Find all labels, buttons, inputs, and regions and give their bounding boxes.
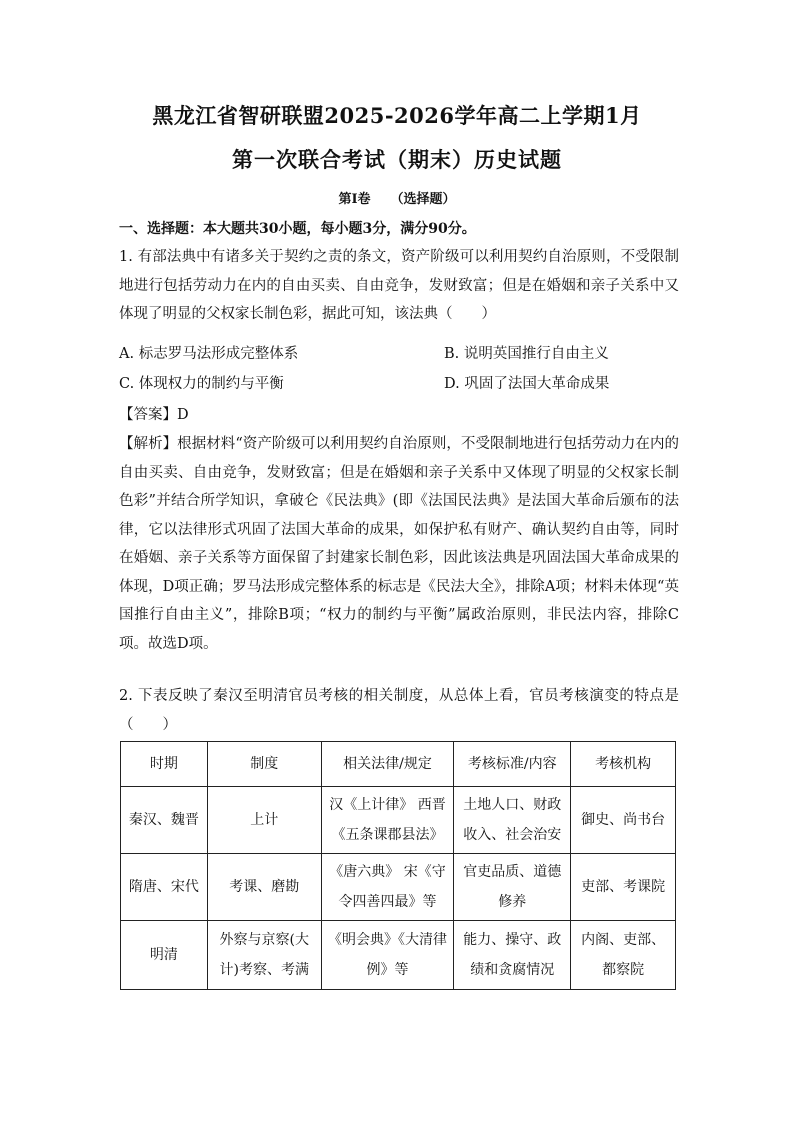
exam-title-line1: 黑龙江省智研联盟2025-2026学年高二上学期1月 bbox=[152, 103, 642, 128]
volume-label: 第I卷 bbox=[338, 192, 371, 207]
table-header-cell: 考核标准/内容 bbox=[454, 742, 571, 787]
volume-heading bbox=[0, 188, 794, 207]
table-header-row bbox=[121, 742, 676, 787]
section-heading: 一、选择题：本大题共30小题，每小题3分，满分90分。 bbox=[119, 221, 476, 237]
question-1-option-b: B. 说明英国推行自由主义 bbox=[444, 346, 609, 362]
question-1-answer: 【答案】D bbox=[119, 407, 189, 423]
table-cell: 《明会典》《大清律例》等 bbox=[321, 921, 454, 990]
table-header-cell: 制度 bbox=[207, 742, 321, 787]
question-1-option-a: A. 标志罗马法形成完整体系 bbox=[119, 346, 299, 362]
table-cell: 内阁、吏部、都察院 bbox=[571, 921, 676, 990]
table-cell: 《唐六典》 宋《守令四善四最》等 bbox=[321, 854, 454, 921]
table-cell: 吏部、考课院 bbox=[571, 854, 676, 921]
table-row bbox=[121, 787, 676, 854]
table-row bbox=[121, 854, 676, 921]
table-cell: 外察与京察(大计)考察、考满 bbox=[207, 921, 321, 990]
table-cell: 隋唐、宋代 bbox=[121, 854, 208, 921]
table-cell: 秦汉、魏晋 bbox=[121, 787, 208, 854]
question-1-stem: 1. 有部法典中有诸多关于契约之责的条文，资产阶级可以利用契约自治原则，不受限制地进行包括劳动力在内的自由买卖、自由竞争，发财致富；但是在婚姻和亲子关系中又体现了明显的父权家长制色彩，据此可知，该法典（ ） bbox=[119, 249, 679, 322]
table-cell: 明清 bbox=[121, 921, 208, 990]
volume-type: （选择题） bbox=[390, 192, 456, 207]
table-cell: 汉《上计律》 西晋《五条课郡县法》 bbox=[321, 787, 454, 854]
table-header-cell: 时期 bbox=[121, 742, 208, 787]
table-cell: 官吏品质、道德修养 bbox=[454, 854, 571, 921]
table-cell: 能力、操守、政绩和贪腐情况 bbox=[454, 921, 571, 990]
table-cell: 御史、尚书台 bbox=[571, 787, 676, 854]
question-1-option-d: D. 巩固了法国大革命成果 bbox=[444, 376, 610, 392]
table-cell: 考课、磨勘 bbox=[207, 854, 321, 921]
question-1-option-c: C. 体现权力的制约与平衡 bbox=[119, 376, 284, 392]
table-header-cell: 考核机构 bbox=[571, 742, 676, 787]
question-1-analysis: 【解析】根据材料“资产阶级可以利用契约自治原则，不受限制地进行包括劳动力在内的自由买卖、自由竞争，发财致富；但是在婚姻和亲子关系中又体现了明显的父权家长制色彩”并结合所学知识，拿破仑《民法典》(即《法国民法典》是法国大革命后颁布的法律，它以法律形式巩固了法国大革命的成果，如保护私有财产、确认契约自由等，同时在婚姻、亲子关系等方面保留了封建家长制色彩，因此该法典是巩固法国大革命成果的体现，D项正确；罗马法形成完整体系的标志是《民法大全》，排除A项；材料未体现“英国推行自由主义”，排除B项；“权力的制约与平衡”属政治原则，非民法内容，排除C项。故选D项。 bbox=[119, 436, 679, 652]
assessment-table bbox=[120, 741, 676, 990]
table-row bbox=[121, 921, 676, 990]
question-2-stem: 2. 下表反映了秦汉至明清官员考核的相关制度，从总体上看，官员考核演变的特点是（ ） bbox=[119, 688, 679, 733]
table-cell: 上计 bbox=[207, 787, 321, 854]
table-header-cell: 相关法律/规定 bbox=[321, 742, 454, 787]
table-cell: 土地人口、财政收入、社会治安 bbox=[454, 787, 571, 854]
exam-title-line2: 第一次联合考试（期末）历史试题 bbox=[232, 147, 562, 172]
